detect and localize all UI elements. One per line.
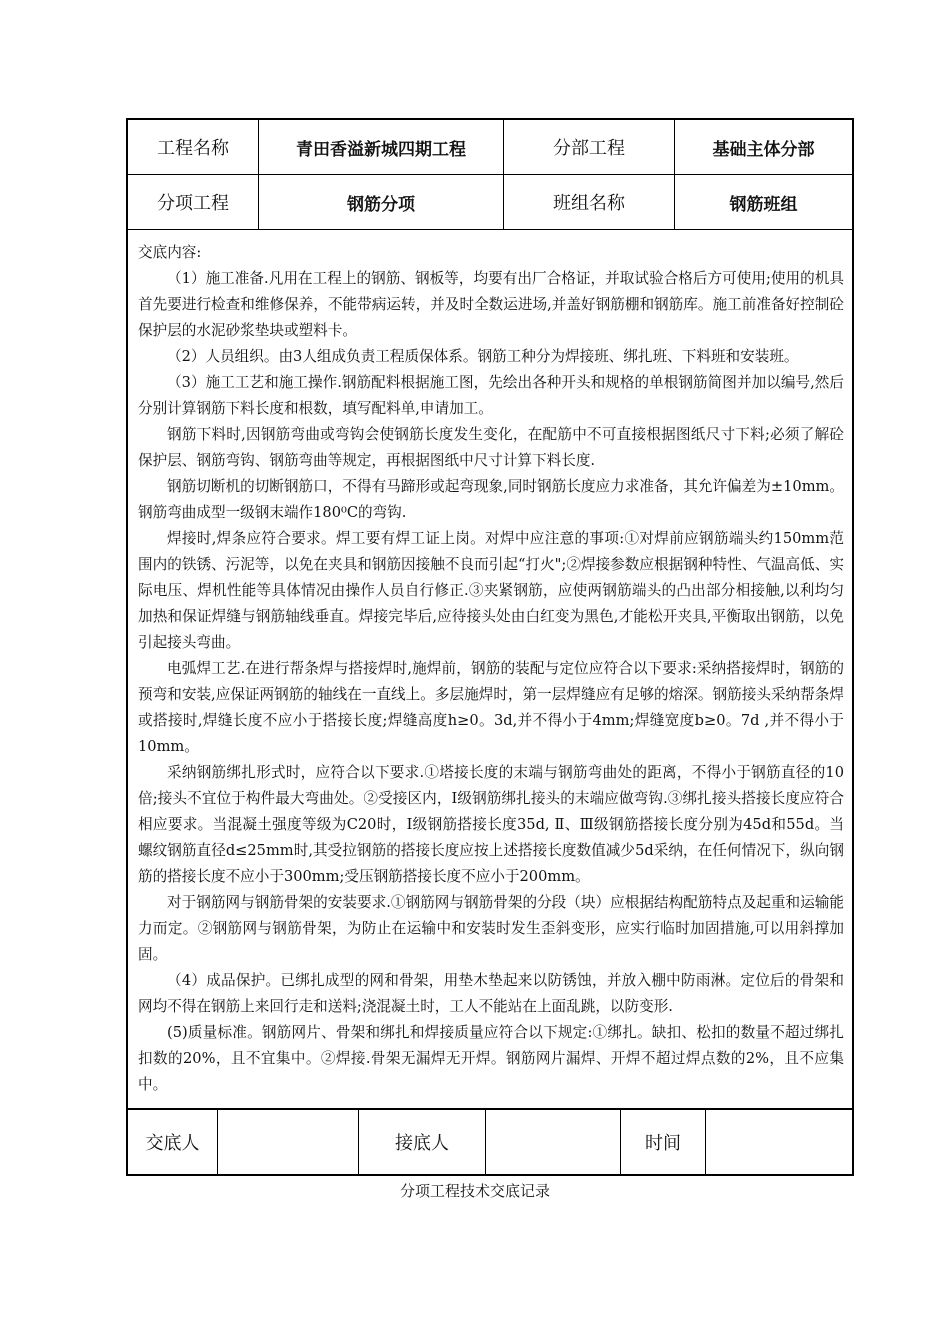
subitem-value: 钢筋分项 [259, 175, 504, 229]
discloser-label: 交底人 [128, 1110, 218, 1174]
receiver-field[interactable] [486, 1110, 621, 1174]
subitem-label: 分项工程 [128, 175, 259, 229]
discloser-field[interactable] [218, 1110, 359, 1174]
content-paragraph: 钢筋切断机的切断钢筋口，不得有马蹄形或起弯现象,同时钢筋长度应力求准备，其允许偏差为±10mm。钢筋弯曲成型一级钢末端作180⁰C的弯钩. [138, 478, 844, 521]
team-label: 班组名称 [504, 175, 675, 229]
content-paragraph: 钢筋下料时,因钢筋弯曲或弯钩会使钢筋长度发生变化，在配筋中不可直接根据图纸尺寸下料;必须了解砼保护层、钢筋弯钩、钢筋弯曲等规定，再根据图纸中尺寸计算下料长度. [138, 426, 844, 469]
content-title: 交底内容: [138, 244, 202, 261]
division-value: 基础主体分部 [712, 139, 815, 160]
content-paragraph: （4）成品保护。已绑扎成型的网和骨架，用垫木垫起来以防锈蚀，并放入棚中防雨淋。定位后的骨架和网均不得在钢筋上来回行走和送料;浇混凝土时，工人不能站在上面乱跳，以防变形. [138, 972, 844, 1015]
content-paragraph: 对于钢筋网与钢筋骨架的安装要求.①钢筋网与钢筋骨架的分段（块）应根据结构配筋特点及起重和运输能力而定。②钢筋网与钢筋骨架，为防止在运输中和安装时发生歪斜变形，应实行临时加固措施,可以用斜撑加固。 [138, 894, 844, 963]
team-value: 钢筋班组 [729, 194, 798, 215]
content-paragraph: 采纳钢筋绑扎形式时，应符合以下要求.①塔接长度的末端与钢筋弯曲处的距离，不得小于钢筋直径的10倍;接头不宜位于构件最大弯曲处。②受接区内，I级钢筋绑扎接头的末端应做弯钩.③绑扎接头搭接长度应符合相应要求。当混凝土强度等级为C20时，I级钢筋搭接长度35d, Ⅱ、Ⅲ级钢筋搭接长度分别为45d和55d。当螺纹钢筋直径d≤25mm时,其受拉钢筋的搭接长度应按上述搭接长度数值减少5d采纳，在任何情况下，纵向钢筋的搭接长度不应小于300mm;受压钢筋搭接长度不应小于200mm。 [138, 764, 844, 885]
receiver-label: 接底人 [359, 1110, 486, 1174]
header-row-2 [128, 175, 852, 230]
project-name-label: 工程名称 [128, 120, 259, 174]
content-paragraph: （3）施工工艺和施工操作.钢筋配料根据施工图，先绘出各种开头和规格的单根钢筋简图并加以编号,然后分别计算钢筋下料长度和根数，填写配料单,申请加工。 [138, 374, 844, 417]
content-paragraph: （2）人员组织。由3人组成负责工程质保体系。钢筋工种分为焊接班、绑扎班、下料班和安装班。 [167, 348, 799, 365]
time-label: 时间 [621, 1110, 706, 1174]
content-paragraph: （1）施工准备.凡用在工程上的钢筋、钢板等，均要有出厂合格证，并取试验合格后方可使用;使用的机具首先要进行检查和维修保养，不能带病运转，并及时全数运进场,并盖好钢筋棚和钢筋库。施工前准备好控制砼保护层的水泥砂浆垫块或塑料卡。 [138, 270, 844, 339]
disclosure-record-table [126, 118, 854, 1176]
content-paragraph: 电弧焊工艺.在进行帮条焊与搭接焊时,施焊前，钢筋的装配与定位应符合以下要求:采纳搭接焊时，钢筋的预弯和安装,应保证两钢筋的轴线在一直线上。多层施焊时，第一层焊缝应有足够的熔深。钢筋接头采纳帮条焊或搭接时,焊缝长度不应小于搭接长度;焊缝高度h≥0。3d,并不得小于4mm;焊缝宽度b≥0。7d ,并不得小于10mm。 [138, 660, 844, 755]
content-paragraph: 焊接时,焊条应符合要求。焊工要有焊工证上岗。对焊中应注意的事项:①对焊前应钢筋端头约150mm范围内的铁锈、污泥等，以免在夹具和钢筋因接触不良而引起“打火";②焊接参数应根据钢种特性、气温高低、实际电压、焊机性能等具体情况由操作人员自行修正.③夹紧钢筋，应使两钢筋端头的凸出部分相接触,以利均匀加热和保证焊缝与钢筋轴线垂直。焊接完毕后,应待接头处由白红变为黑色,才能松开夹具,平衡取出钢筋，以免引起接头弯曲。 [138, 530, 844, 651]
division-label: 分部工程 [504, 120, 675, 174]
disclosure-content [128, 230, 852, 1108]
time-field[interactable] [706, 1110, 852, 1174]
header-row-1 [128, 120, 852, 175]
signature-row [128, 1108, 852, 1174]
project-name-value: 青田香溢新城四期工程 [259, 120, 504, 174]
content-paragraph: (5)质量标准。钢筋网片、骨架和绑扎和焊接质量应符合以下规定:①绑扎。缺扣、松扣的数量不超过绑扎扣数的20%，且不宜集中。②焊接.骨架无漏焊无开焊。钢筋网片漏焊、开焊不超过焊点数的2%，且不应集中。 [138, 1024, 844, 1093]
form-caption: 分项工程技术交底记录 [399, 1182, 550, 1200]
